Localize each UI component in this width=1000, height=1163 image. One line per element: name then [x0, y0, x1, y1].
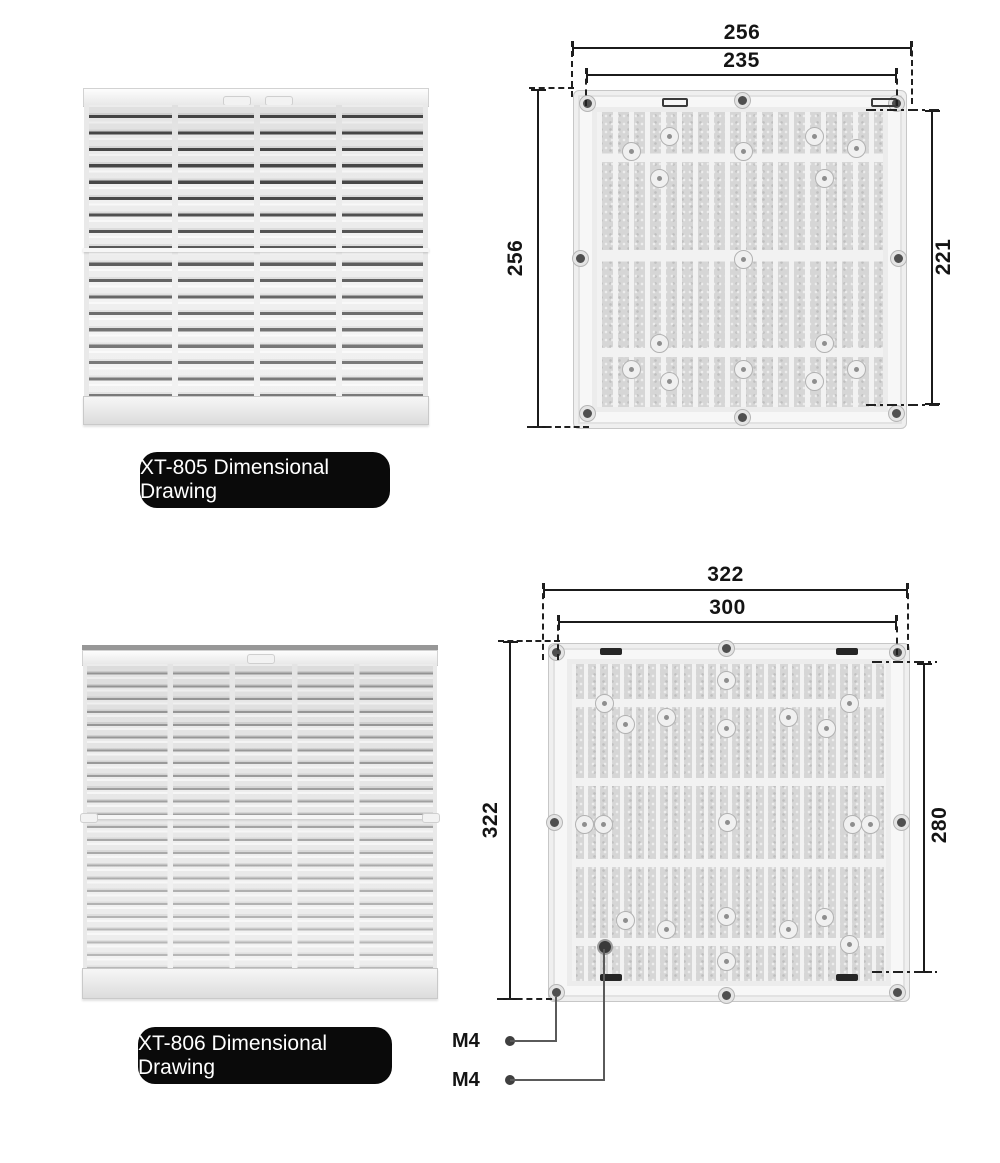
frame-screw: [719, 641, 734, 656]
extension-line: [911, 41, 913, 104]
extension-line: [896, 615, 898, 655]
frame-screw: [891, 251, 906, 266]
screw-boss: [840, 935, 859, 954]
xt805-dim-value-inner-width: 235: [723, 49, 760, 72]
xt806-dim-line-inner-width: [558, 621, 897, 623]
screw-boss: [718, 813, 737, 832]
screw-boss: [657, 708, 676, 727]
extension-line: [896, 68, 898, 106]
screw-boss: [815, 169, 834, 188]
screw-boss: [650, 169, 669, 188]
screw-boss: [650, 334, 669, 353]
extension-line: [866, 109, 942, 111]
extension-line: [872, 661, 937, 663]
grille-side-tab: [80, 813, 98, 823]
screw-boss: [840, 694, 859, 713]
latch-clip: [662, 98, 688, 107]
leader-line: [603, 949, 605, 1081]
screw-boss: [817, 719, 836, 738]
xt806-dim-line-inner-height: [923, 663, 925, 973]
screw-boss: [843, 815, 862, 834]
screw-boss: [847, 360, 866, 379]
extension-line: [542, 583, 544, 660]
extension-line: [529, 87, 574, 89]
leader-line: [510, 1079, 605, 1081]
extension-line: [872, 971, 937, 973]
xt806-dim-value-outer-height: 322: [479, 801, 502, 839]
leader-line: [555, 997, 557, 1042]
extension-line: [497, 998, 552, 1000]
extension-line: [527, 426, 589, 428]
extension-line: [866, 404, 942, 406]
frame-screw: [894, 815, 909, 830]
screw-boss: [717, 671, 736, 690]
grille-cap-tab: [247, 654, 275, 664]
screw-boss: [622, 142, 641, 161]
xt805-model-tag: XT-805 Dimensional Drawing: [140, 452, 390, 508]
extension-line: [557, 615, 559, 660]
latch-clip: [836, 974, 858, 981]
xt806-dim-value-inner-height: 280: [928, 806, 951, 844]
callout-m4-1-label: M4: [452, 1030, 480, 1052]
m4-anchor-dot: [597, 939, 613, 955]
screw-boss: [734, 250, 753, 269]
screw-boss: [575, 815, 594, 834]
frame-screw: [719, 988, 734, 1003]
grille-mid-seam: [83, 248, 429, 252]
extension-line: [498, 640, 560, 642]
screw-boss: [805, 127, 824, 146]
xt806-dim-value-outer-width: 322: [707, 563, 744, 586]
screw-boss: [622, 360, 641, 379]
xt805-dim-value-inner-height: 221: [932, 238, 955, 276]
screw-boss: [861, 815, 880, 834]
screw-boss: [594, 815, 613, 834]
xt805-dim-line-inner-width: [586, 74, 897, 76]
screw-boss: [734, 142, 753, 161]
grille-side-tab: [422, 813, 440, 823]
screw-boss: [657, 920, 676, 939]
screw-boss: [779, 708, 798, 727]
screw-boss: [616, 911, 635, 930]
xt805-back-view-drawing: [573, 90, 907, 429]
xt806-dim-value-inner-width: 300: [709, 596, 746, 619]
screw-boss: [660, 127, 679, 146]
grille-base: [83, 396, 429, 425]
frame-screw: [735, 410, 750, 425]
xt806-front-view-photo: [82, 645, 438, 999]
frame-screw: [580, 96, 595, 111]
extension-line: [585, 68, 587, 106]
frame-screw: [547, 815, 562, 830]
xt805-front-view-photo: [83, 88, 429, 425]
xt805-dim-value-outer-width: 256: [723, 21, 761, 44]
frame-screw: [889, 406, 904, 421]
xt806-dim-line-outer-height: [509, 641, 511, 1000]
latch-clip: [871, 98, 897, 107]
screw-boss: [847, 139, 866, 158]
frame-screw: [573, 251, 588, 266]
grille-mid-seam: [82, 815, 438, 819]
leader-line: [510, 1040, 557, 1042]
screw-boss: [717, 719, 736, 738]
frame-screw: [735, 93, 750, 108]
callout-m4-2-label: M4: [452, 1069, 480, 1091]
frame-screw: [580, 406, 595, 421]
frame-screw: [890, 985, 905, 1000]
screw-boss: [660, 372, 679, 391]
xt805-dim-line-outer-height: [537, 89, 539, 428]
screw-boss: [734, 360, 753, 379]
xt805-dim-value-outer-height: 256: [504, 239, 527, 277]
latch-clip: [836, 648, 858, 655]
screw-boss: [805, 372, 824, 391]
extension-line: [907, 583, 909, 650]
grille-base: [82, 968, 438, 999]
screw-boss: [595, 694, 614, 713]
latch-clip: [600, 648, 622, 655]
xt806-model-tag: XT-806 Dimensional Drawing: [138, 1027, 392, 1084]
screw-boss: [779, 920, 798, 939]
screw-boss: [717, 907, 736, 926]
xt806-dim-line-outer-width: [543, 589, 908, 591]
screw-boss: [815, 334, 834, 353]
screw-boss: [815, 908, 834, 927]
screw-boss: [616, 715, 635, 734]
screw-boss: [717, 952, 736, 971]
